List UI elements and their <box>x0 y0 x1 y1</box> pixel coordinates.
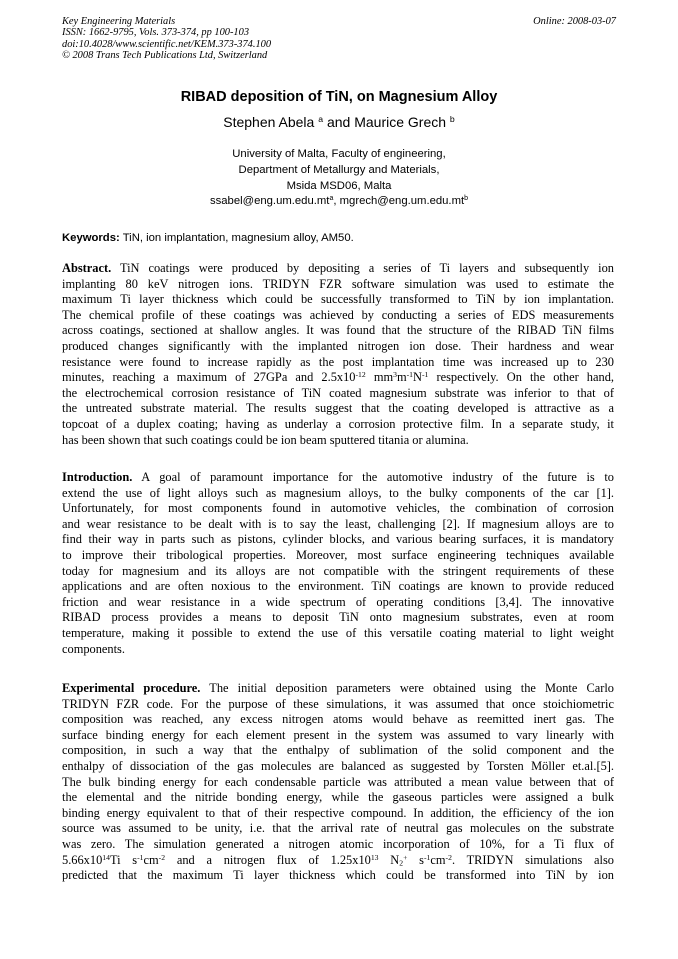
author-name: Stephen Abela <box>223 114 315 130</box>
text-line: implanting 80 keV nitrogen ions. TRIDYN FZR software simulation was used to estimate the <box>62 276 614 291</box>
text-line: surface binding energy for each element present in the system was assumed to vary linearly with <box>62 727 614 742</box>
text-line: extend the use of light alloys such as magnesium alloys, to the bulky components of the car [1]. <box>62 485 614 500</box>
journal-header <box>62 16 271 62</box>
abstract-label: Abstract. <box>62 261 112 275</box>
text-line: The chemical profile of these coatings was achieved by conducting a series of EDS measurements <box>62 307 614 322</box>
text-line: the electrochemical corrosion resistance of TiN coated magnesium substrate was inferior to that of <box>62 385 614 400</box>
text-line: temperature, making it possible to extend the use of this versatile coating material to light weight <box>62 625 614 640</box>
text-line: TRIDYN FZR code. For the purpose of these simulations, it was assumed that once stoichiometric <box>62 696 614 711</box>
introduction-label: Introduction. <box>62 470 133 484</box>
abstract-paragraph <box>62 261 614 448</box>
author-line <box>0 113 678 131</box>
affiliation-line: University of Malta, Faculty of engineering, <box>232 148 446 160</box>
affiliation-line: Msida MSD06, Malta <box>286 179 392 192</box>
experimental-paragraph <box>62 681 614 884</box>
text-line: the untreated substrate material. The results suggest that the coating developed is attractive as a <box>62 401 614 416</box>
text-line: composition was reached, any excess nitrogen atoms would behave as reemitted inert gas. The <box>62 712 614 727</box>
email-mark: a <box>329 195 334 203</box>
affiliation-line: Department of Metallurgy and Materials, <box>238 163 440 176</box>
text-line: Introduction. A goal of paramount importance for the automotive industry of the future is to <box>62 470 614 484</box>
text-line: The bulk binding energy for each condensable particle was attributed a mean value between that of <box>62 774 614 789</box>
doi-line: doi:10.4028/www.scientific.net/KEM.373-374.100 <box>62 38 272 50</box>
text-line: has been shown that such coatings could be ion beam sputtered titania or alumina. <box>62 432 469 447</box>
affiliation <box>0 147 678 194</box>
author-conjunction: and <box>323 114 355 130</box>
text-line: find their way in parts such as pistons, cylinder blocks, and various bearing surfaces, it is mandatory <box>62 532 614 547</box>
text-line: the elemental and the nitride bonding energy, while the gaseous particles were assigned a bulk <box>62 790 614 805</box>
text-line: Experimental procedure. The initial deposition parameters were obtained using the Monte Carlo <box>62 681 614 695</box>
text-line: minutes, reaching a maximum of 27GPa and $2.5x10^{-12}$ $mm^3m^{-1}N^{-1}$ respectively. On the other hand, <box>62 369 614 385</box>
email-address[interactable]: mgrech@eng.um.edu.mt <box>339 195 465 207</box>
text-line: RIBAD process provides a means to deposit TiN onto magnesium substrates, even at room <box>62 610 614 625</box>
email-address[interactable]: ssabel@eng.um.edu.mt <box>209 195 330 207</box>
text-line: source was assumed to be unity, i.e. that the arrival rate of neutral gas molecules on the substrate <box>62 821 614 836</box>
text-line: today for magnesium and its alloys are not compatible with the stringent requirements of these <box>62 563 614 578</box>
email-line <box>0 194 678 209</box>
text-line: to improve their tribological properties. Moreover, most surface engineering techniques available <box>62 547 614 562</box>
text-line: predicted that the maximum Ti layer thickness which could be transformed into TiN by ion <box>62 868 614 883</box>
keywords-label: Keywords: <box>62 232 120 244</box>
text-line: Abstract. TiN coatings were produced by depositing a series of Ti layers and subsequently ion <box>62 261 614 275</box>
text-line: binding energy equivalent to that of their respective compound. In addition, the efficiency of the ion <box>62 805 614 820</box>
keywords <box>62 231 622 246</box>
text-line: enthalpy of dissociation of the gas molecules are balanced as suggested by Torsten Möller et.al.[5]. <box>62 758 614 773</box>
copyright-line: © 2008 Trans Tech Publications Ltd, Switzerland <box>62 50 268 62</box>
email-mark: b <box>464 195 469 203</box>
text-line: maximum Ti layer thickness which could be successfully transformed to TiN by ion implantation. <box>62 292 614 307</box>
author-affil-mark: b <box>449 114 455 125</box>
keywords-text: TiN, ion implantation, magnesium alloy, AM50. <box>119 232 354 244</box>
text-line: topcoat of a duplex coating; having as underlay a corrosion protective film. In a separate study, it <box>62 416 614 431</box>
text-line: was zero. The simulation generated a nitrogen atomic incorporation of 10%, for a Ti flux of <box>62 836 614 851</box>
text-line: components. <box>62 641 125 656</box>
experimental-label: Experimental procedure. <box>62 681 201 695</box>
text-line: composition, in such a way that the enthalpy of sublimation of the solid component and the <box>62 743 614 758</box>
text-line: Unfortunately, for most components found in automotive vehicles, the combination of corrosion <box>62 501 614 516</box>
text-line: resistance were found to increase rapidly as the post implantation time was increased up to 230 <box>62 354 614 369</box>
text-line: $5.66x10^{14}Ti$ $s^{-1}cm^{-2}$ and a nitrogen flux of $1.25x10^{13}$ $N_2^+$ $s^{-1}cm^{-2}$. TRIDYN simulations also <box>62 852 615 868</box>
author-affil-mark: a <box>318 114 324 125</box>
text-line: and wear resistance to be dealt with is to say the least, challenging [2]. If magnesium alloys are to <box>62 516 614 531</box>
author-name: Maurice Grech <box>354 114 447 130</box>
introduction-paragraph <box>62 470 614 657</box>
text-line: applications and are often noxious to the environment. TiN coatings are known to provide reduced <box>62 579 614 594</box>
text-line: friction and wear resistance in a wide spectrum of operating conditions [3,4]. The innovative <box>62 594 614 609</box>
text-line: produced changes significantly with the implanted nitrogen ion dose. Their hardness and wear <box>62 338 614 353</box>
issn-line: ISSN: 1662-9795, Vols. 373-374, pp 100-103 <box>62 27 250 39</box>
email-separator: , <box>333 195 340 207</box>
online-date: Online: 2008-03-07 <box>533 16 616 27</box>
paper-title: RIBAD deposition of TiN, on Magnesium Alloy <box>180 89 498 105</box>
text-line: across coatings, sectioned at shallow angles. It was found that the structure of the RIBAD TiN films <box>62 323 614 338</box>
journal-name: Key Engineering Materials <box>62 16 176 27</box>
